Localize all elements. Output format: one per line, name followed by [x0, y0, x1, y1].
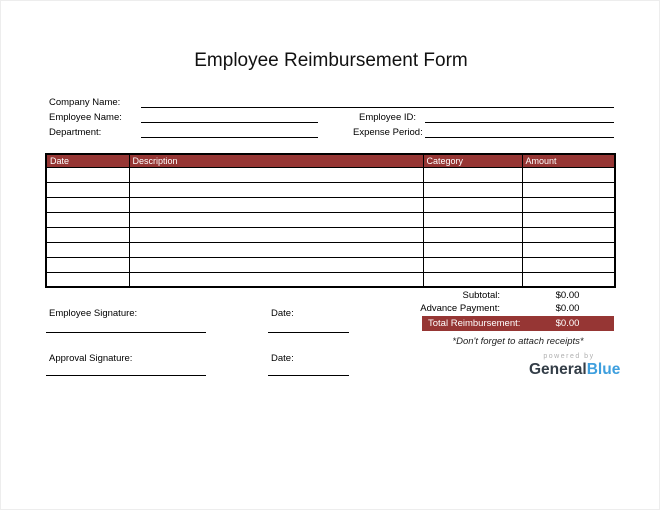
expense-cell[interactable] — [46, 167, 129, 182]
expense-cell[interactable] — [46, 197, 129, 212]
expense-row — [46, 227, 615, 242]
expense-cell[interactable] — [46, 227, 129, 242]
expense-row — [46, 182, 615, 197]
expense-cell[interactable] — [46, 212, 129, 227]
subtotal-label: Subtotal: — [462, 290, 500, 301]
expense-table-header-row — [46, 154, 615, 167]
general-blue-logo — [529, 361, 621, 379]
employee-date-line[interactable] — [268, 332, 349, 333]
column-header-amount: Amount — [522, 154, 615, 167]
total-reimbursement-value: $0.00 — [555, 318, 580, 329]
advance-payment-label: Advance Payment: — [420, 303, 500, 314]
approval-signature-line[interactable] — [46, 375, 206, 376]
employee-id-field[interactable] — [425, 111, 614, 123]
expense-table-body — [46, 167, 615, 287]
expense-period-label: Expense Period: — [353, 127, 423, 138]
expense-cell[interactable] — [423, 227, 522, 242]
employee-name-field[interactable] — [141, 111, 318, 123]
expense-cell[interactable] — [129, 227, 423, 242]
approval-signature-label: Approval Signature: — [49, 353, 133, 364]
expense-cell[interactable] — [129, 242, 423, 257]
subtotal-value: $0.00 — [555, 290, 580, 301]
powered-by-text: powered by — [543, 353, 595, 360]
expense-cell[interactable] — [423, 257, 522, 272]
expense-cell[interactable] — [129, 212, 423, 227]
advance-payment-row — [341, 302, 614, 315]
expense-row — [46, 257, 615, 272]
approval-date-label: Date: — [271, 353, 294, 364]
expense-row — [46, 167, 615, 182]
expense-cell[interactable] — [46, 182, 129, 197]
expense-cell[interactable] — [129, 197, 423, 212]
expense-cell[interactable] — [522, 257, 615, 272]
expense-cell[interactable] — [522, 182, 615, 197]
expense-row — [46, 197, 615, 212]
expense-cell[interactable] — [522, 227, 615, 242]
brand-general-text: General — [529, 361, 587, 378]
company-name-label: Company Name: — [49, 97, 121, 108]
brand-blue-text: Blue — [586, 361, 621, 378]
approval-date-line[interactable] — [268, 375, 349, 376]
expense-row — [46, 272, 615, 287]
employee-date-label: Date: — [271, 308, 294, 319]
column-header-date: Date — [46, 154, 129, 167]
expense-cell[interactable] — [46, 242, 129, 257]
expense-cell[interactable] — [522, 242, 615, 257]
advance-payment-value: $0.00 — [555, 303, 580, 314]
expense-cell[interactable] — [129, 167, 423, 182]
receipts-note: *Don't forget to attach receipts* — [452, 336, 584, 347]
department-label: Department: — [49, 127, 102, 138]
column-header-description: Description — [129, 154, 423, 167]
department-field[interactable] — [141, 126, 318, 138]
expense-cell[interactable] — [46, 272, 129, 287]
column-header-category: Category — [423, 154, 522, 167]
expense-table — [45, 153, 616, 288]
expense-cell[interactable] — [129, 182, 423, 197]
expense-cell[interactable] — [129, 257, 423, 272]
employee-id-label: Employee ID: — [359, 112, 417, 123]
expense-period-field[interactable] — [425, 126, 614, 138]
expense-cell[interactable] — [423, 197, 522, 212]
company-name-field[interactable] — [141, 96, 614, 108]
expense-cell[interactable] — [423, 167, 522, 182]
total-reimbursement-bar — [422, 316, 614, 331]
expense-cell[interactable] — [522, 272, 615, 287]
expense-row — [46, 242, 615, 257]
expense-cell[interactable] — [522, 197, 615, 212]
total-reimbursement-label: Total Reimbursement: — [428, 318, 521, 329]
employee-signature-label: Employee Signature: — [49, 308, 138, 319]
expense-row — [46, 212, 615, 227]
expense-cell[interactable] — [423, 272, 522, 287]
expense-cell[interactable] — [423, 242, 522, 257]
expense-cell[interactable] — [522, 167, 615, 182]
subtotal-row — [341, 289, 614, 302]
employee-signature-line[interactable] — [46, 332, 206, 333]
expense-cell[interactable] — [423, 212, 522, 227]
page-title: Employee Reimbursement Form — [194, 50, 468, 71]
employee-name-label: Employee Name: — [49, 112, 122, 123]
expense-cell[interactable] — [522, 212, 615, 227]
expense-cell[interactable] — [46, 257, 129, 272]
expense-cell[interactable] — [129, 272, 423, 287]
expense-cell[interactable] — [423, 182, 522, 197]
